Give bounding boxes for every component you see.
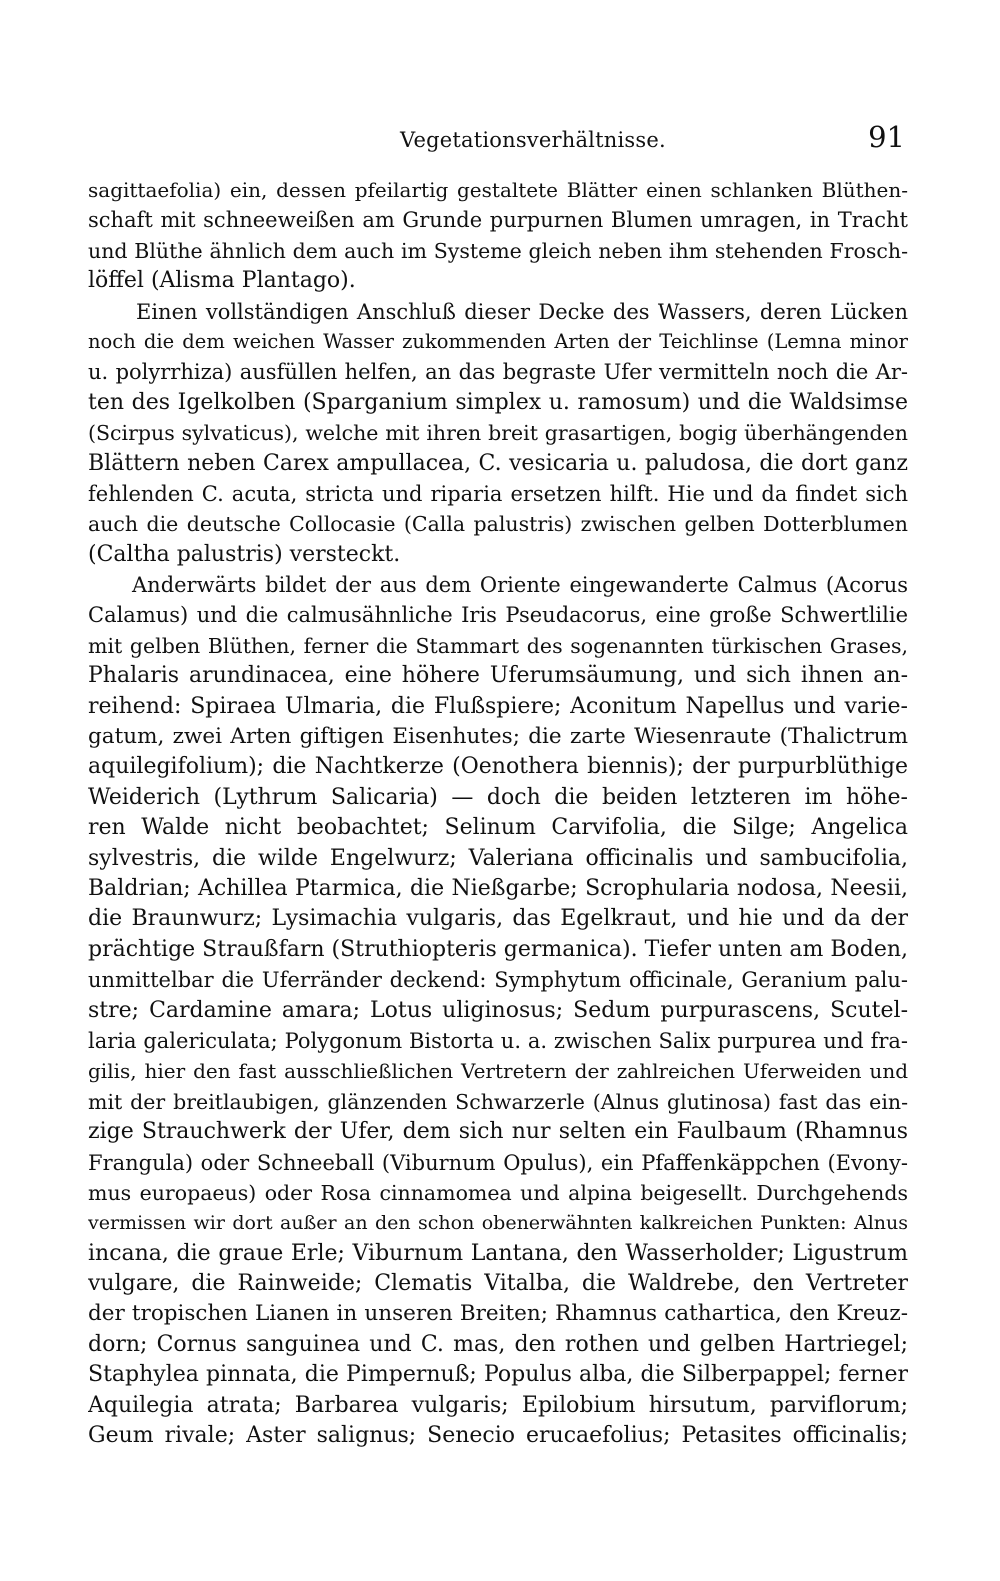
text-line: mus europaeus) oder Rosa cinnamomea und alpina beigesellt. Durchgehends [88, 1180, 908, 1205]
text-line: vermissen wir dort außer an den schon obenerwähnten kalkreichen Punkten: Alnus [88, 1212, 908, 1235]
text-line: mit der breitlaubigen, glänzenden Schwarzerle (Alnus glutinosa) fast das ein- [88, 1089, 908, 1114]
text-line: aquilegifolium); die Nachtkerze (Oenothera biennis); der purpurblüthige [88, 754, 908, 780]
text-line: (Caltha palustris) versteckt. [88, 541, 401, 567]
text-line: reihend: Spiraea Ulmaria, die Flußspiere; Aconitum Napellus und varie- [88, 693, 908, 719]
text-line: vulgare, die Rainweide; Clematis Vitalba, die Waldrebe, den Vertreter [88, 1271, 908, 1297]
text-line: ren Walde nicht beobachtet; Selinum Carvifolia, die Silge; Angelica [88, 815, 908, 841]
text-line: Weiderich (Lythrum Salicaria) — doch die beiden letzteren im höhe- [88, 784, 908, 810]
text-line: noch die dem weichen Wasser zukommenden Arten der Teichlinse (Lemna minor [88, 329, 908, 353]
running-head [0, 118, 1000, 158]
text-line: prächtige Straußfarn (Struthiopteris germanica). Tiefer unten am Boden, [88, 936, 908, 962]
text-line: laria galericulata; Polygonum Bistorta u. a. zwischen Salix purpurea und fra- [88, 1028, 908, 1053]
text-line: sylvestris, die wilde Engelwurz; Valeriana officinalis und sambucifolia, [88, 845, 908, 871]
text-line: Calamus) und die calmusähnliche Iris Pseudacorus, eine große Schwertlilie [88, 603, 908, 628]
text-line: stre; Cardamine amara; Lotus uliginosus; Sedum purpurascens, Scutel- [88, 997, 908, 1023]
text-line: unmittelbar die Uferränder deckend: Symphytum officinale, Geranium palu- [88, 968, 908, 993]
text-line: gatum, zwei Arten giftigen Eisenhutes; die zarte Wiesenraute (Thalictrum [88, 724, 908, 750]
paragraph-first-line: Einen vollständigen Anschluß dieser Decke des Wassers, deren Lücken [136, 299, 908, 324]
running-title: Vegetationsverhältnisse. [400, 128, 666, 152]
text-line: gilis, hier den fast ausschließlichen Vertretern der zahlreichen Uferweiden und [88, 1059, 908, 1084]
text-line: Blättern neben Carex ampullacea, C. vesicaria u. paludosa, die dort ganz [88, 450, 908, 476]
text-line: Frangula) oder Schneeball (Viburnum Opulus), ein Pfaffenkäppchen (Evony- [88, 1150, 908, 1175]
text-line: der tropischen Lianen in unseren Breiten; Rhamnus cathartica, den Kreuz- [88, 1301, 908, 1327]
text-line: Aquilegia atrata; Barbarea vulgaris; Epilobium hirsutum, parviflorum; [88, 1392, 908, 1418]
text-line: dorn; Cornus sanguinea und C. mas, den rothen und gelben Hartriegel; [88, 1331, 908, 1357]
text-line: sagittaefolia) ein, dessen pfeilartig gestaltete Blätter einen schlanken Blüthen- [88, 178, 908, 202]
text-line: zige Strauchwerk der Ufer, dem sich nur selten ein Faulbaum (Rhamnus [88, 1119, 908, 1145]
text-line: mit gelben Blüthen, ferner die Stammart des sogenannten türkischen Grases, [88, 633, 908, 658]
text-line: Geum rivale; Aster salignus; Senecio erucaefolius; Petasites officinalis; [88, 1423, 908, 1449]
paragraph-first-line: Anderwärts bildet der aus dem Oriente eingewanderte Calmus (Acorus [132, 573, 908, 598]
text-line: Baldrian; Achillea Ptarmica, die Nießgarbe; Scrophularia nodosa, Neesii, [88, 875, 908, 901]
text-line: fehlenden C. acuta, stricta und riparia ersetzen hilft. Hie und da findet sich [88, 481, 908, 506]
text-line: auch die deutsche Collocasie (Calla palustris) zwischen gelben Dotterblumen [88, 512, 908, 537]
text-line: löffel (Alisma Plantago). [88, 268, 356, 294]
page-number: 91 [868, 120, 905, 154]
body-text [88, 175, 908, 1451]
text-line: schaft mit schneeweißen am Grunde purpurnen Blumen umragen, in Tracht [88, 208, 908, 233]
text-line: ten des Igelkolben (Sparganium simplex u. ramosum) und die Waldsimse [88, 389, 908, 415]
text-line: (Scirpus sylvaticus), welche mit ihren breit grasartigen, bogig überhängenden [88, 421, 908, 446]
text-line: und Blüthe ähnlich dem auch im Systeme gleich neben ihm stehenden Frosch- [88, 238, 908, 263]
text-line: Phalaris arundinacea, eine höhere Uferumsäumung, und sich ihnen an- [88, 663, 908, 689]
text-line: u. polyrrhiza) ausfüllen helfen, an das begraste Ufer vermitteln noch die Ar- [88, 360, 908, 385]
text-line: Staphylea pinnata, die Pimpernuß; Populus alba, die Silberpappel; ferner [88, 1362, 908, 1388]
text-line: incana, die graue Erle; Viburnum Lantana, den Wasserholder; Ligustrum [88, 1240, 908, 1266]
text-line: die Braunwurz; Lysimachia vulgaris, das Egelkraut, und hie und da der [88, 906, 908, 932]
